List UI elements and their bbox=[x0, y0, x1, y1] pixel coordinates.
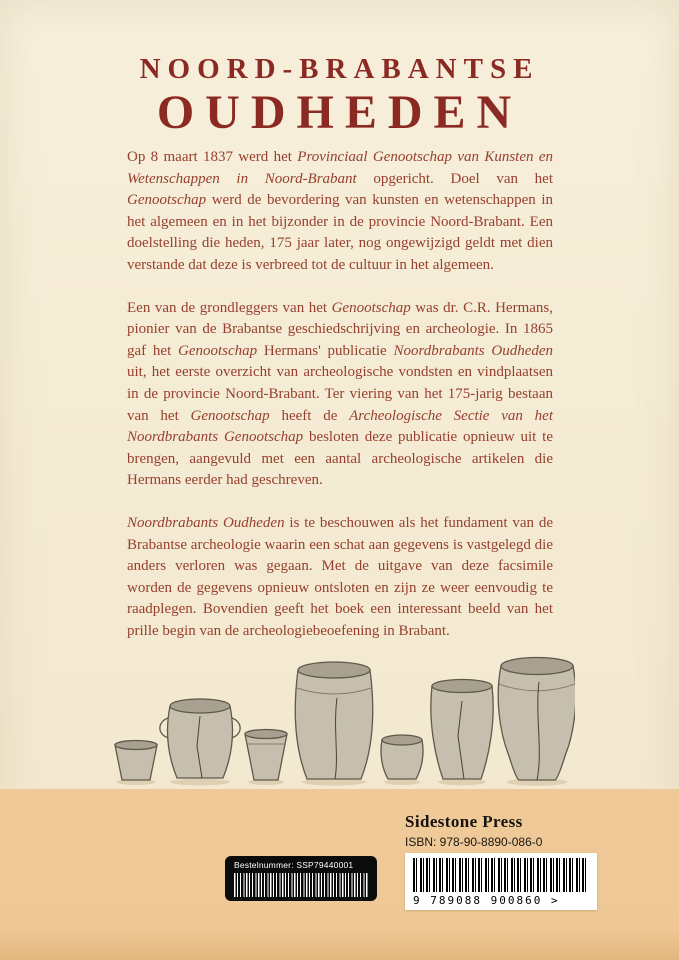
pottery-illustration-svg bbox=[105, 636, 575, 788]
title-line-2: OUDHEDEN bbox=[156, 86, 523, 139]
order-number-label: Bestelnummer: SSP79440001 bbox=[234, 860, 354, 870]
publisher-name: Sidestone Press bbox=[405, 812, 523, 831]
blurb-text bbox=[127, 147, 553, 663]
title-line-1: NOORD-BRABANTSE bbox=[139, 53, 540, 85]
body-paragraph: Op 8 maart 1837 werd het Provinciaal Genootschap van Kunsten en Wetenschappen in Noord-Brabant opgericht. Doel van het Genootschap werd de bevordering van kunsten en wetenschappen in het algemeen en in het bijzonder in de provincie Noord-Brabant. Een doelstelling die heden, 175 jaar later, nog ongewijzigd geldt met dien verstande dat deze is verbreed tot de cultuur in het algemeen. bbox=[127, 149, 553, 273]
pot-tall-beaker bbox=[430, 680, 492, 780]
isbn-barcode bbox=[413, 858, 589, 892]
publisher-block bbox=[405, 812, 600, 910]
pot-large-situla bbox=[295, 662, 373, 779]
pot-small-pot bbox=[380, 735, 422, 779]
page-title bbox=[0, 52, 679, 138]
pot-large-urn bbox=[498, 658, 575, 781]
body-paragraph: Noordbrabants Oudheden is te beschouwen als het fundament van de Brabantse archeologie waarin een schat aan gegevens is vastgelegd die anders verloren was gegaan. Met de uitgave van deze facsimile worden de gegevens opnieuw ontsloten en zijn ze weer eenvoudig te raadplegen. Bovendien geeft het boek een interessant beeld van het prille begin van de archeologiebeoefening in Brabant. bbox=[127, 514, 554, 639]
isbn-barcode-digits: 9 789088 900860 > bbox=[413, 894, 560, 907]
isbn-text: ISBN: 978-90-8890-086-0 bbox=[405, 835, 543, 849]
pot-small-cup bbox=[115, 741, 157, 781]
order-barcode-block bbox=[225, 856, 377, 901]
order-barcode bbox=[234, 873, 368, 897]
pottery-illustration bbox=[105, 636, 575, 793]
pot-small-beaker bbox=[245, 730, 287, 781]
isbn-barcode-box bbox=[405, 853, 597, 910]
body-paragraph: Een van de grondleggers van het Genootschap was dr. C.R. Hermans, pionier van de Brabantse geschiedschrijving en archeologie. In 1865 gaf het Genootschap Hermans' publicatie Noordbrabants Oudheden uit, het eerste overzicht van archeologische vondsten en vindplaatsen in de provincie Noord-Brabant. Ter viering van het 175-jarig bestaan van het Genootschap heeft de Archeologische Sectie van het Noordbrabants Genootschap besloten deze publicatie opnieuw uit te brengen, aangevuld met een aantal archeologische artikelen die Hermans eerder had geschreven. bbox=[127, 299, 554, 489]
pot-handled-jar bbox=[159, 699, 239, 778]
